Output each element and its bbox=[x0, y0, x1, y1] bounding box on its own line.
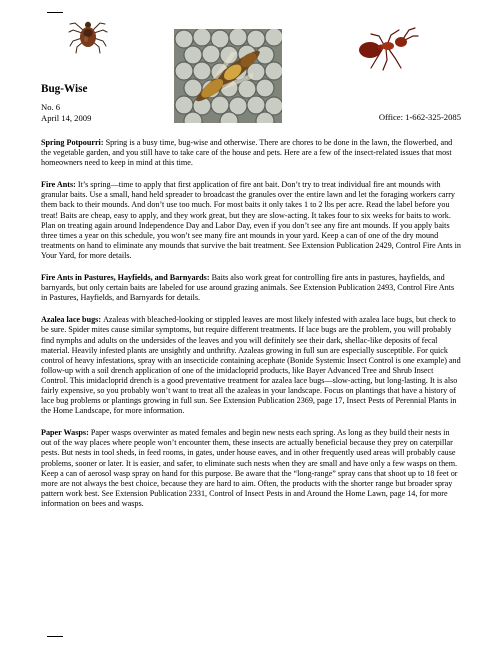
section-azalea-lace-bugs bbox=[41, 315, 461, 416]
section-fire-ants bbox=[41, 180, 461, 261]
section-heading: Paper Wasps: bbox=[41, 428, 91, 438]
newsletter-title: Bug-Wise bbox=[41, 83, 88, 95]
section-text: Paper wasps overwinter as mated females and begin new nests each spring. As long as they build their nests in out of the way places where people won’t encounter them, these insects are actually beneficial because they prey on caterpillar pests. But nests in tool sheds, in feed rooms, in gates, under house eaves, and in other frequently used areas will probably cause problems, sooner or later. It is easier, and safer, to eliminate such nests when they are small and have only a few wasps on them. Keep a can of aerosol wasp spray on hand for this purpose. Be aware that the “long-range” spray cans that shoot up to 18 feet or more are not always the best choice, because they are hard to aim. Often, the products with the shorter range but broader spray pattern work best. See Extension Publication 2331, Control of Insect Pests in and Around the Home Lawn, page 14, for more information on bees and wasps. bbox=[41, 428, 458, 508]
section-heading: Azalea lace bugs: bbox=[41, 315, 104, 325]
section-paper-wasps bbox=[41, 428, 461, 509]
section-text: Azaleas with bleached-looking or stippled leaves are most likely infested with azalea lace bugs, but check to be sure. Spider mites cause similar symptoms, but require different treatments. If lace bugs are the problem, you will probably find nymphs and adults on the undersides of the leaves and you will definitely see their dark, shellac-like deposits of fecal material. Heavily infested plants are unsightly and unthrifty. Azaleas growing in full sun are especially susceptible. For quick control of heavy infestations, spray with an insecticide containing acephate (Bonide Systemic Insect Control is one example) and follow-up with a soil drench application of one of the imidacloprid products, like Bayer Advanced Tree and Shrub Insect Control. This imidacloprid drench is a good preventative treatment for azalea lace bugs—slow-acting, but long-lasting. It is also fairly expensive, so you probably won’t want to treat all the azaleas in your landscape. Focus on plantings that have a history of lace bug problems or plantings growing in full sun. See Extension Publication 2369, page 17, Insect Pests of Perennial Plants in the Home Landscape, for more information. bbox=[41, 315, 461, 416]
section-heading: Spring Potpourri: bbox=[41, 138, 106, 147]
tick-icon bbox=[66, 14, 110, 58]
issue-info bbox=[41, 102, 91, 123]
crop-mark-top bbox=[47, 12, 63, 13]
section-fire-ants-pastures bbox=[41, 273, 461, 303]
fire-ant-icon bbox=[357, 24, 419, 74]
article-body bbox=[41, 138, 461, 521]
section-heading: Fire Ants in Pastures, Hayfields, and Barnyards: bbox=[41, 273, 212, 283]
section-spring-potpourri bbox=[41, 138, 461, 168]
section-heading: Fire Ants: bbox=[41, 180, 78, 190]
issue-number: No. 6 bbox=[41, 102, 61, 112]
wasp-nest-photo bbox=[174, 29, 282, 123]
section-text: Baits also work great for controlling fire ants in pastures, hayfields, and barnyards, but only certain baits are labeled for use around grazing animals. See Extension Publication 2493, Control Fire Ants in Pastures, Hayfields, and Barnyards for details. bbox=[41, 273, 455, 303]
crop-mark-bottom bbox=[47, 636, 63, 637]
office-phone: Office: 1-662-325-2085 bbox=[378, 112, 461, 122]
issue-date: April 14, 2009 bbox=[41, 112, 92, 123]
section-text: Spring is a busy time, bug-wise and otherwise. There are chores to be done in the lawn, the flowerbed, and the vegetable garden, and you still have to take care of the house and pets. Here are a few of the insect-related issues that most homeowners need to keep in mind at this time. bbox=[41, 138, 453, 168]
section-text: It’s spring—time to apply that first application of fire ant bait. Don’t try to treat individual fire ant mounds with granular baits. Use a small, hand held spreader to broadcast the granules over the entire lawn and let the foraging workers carry them back to their mounds. And don’t use too much. For most baits it only takes 1 to 2 lbs per acre. Read the label before you treat! Baits are cheap, easy to apply, and they work great, but they are slow-acting. It takes four to six weeks for baits to work. Plan on treating again around Independence Day and Labor Day, even if you don’t see any fire ant mounds. If you apply baits three times a year on this schedule, you won’t see many fire ant mounds in your yard. Keep a can of one of the dry mound treatments on hand to eliminate any mounds that survive the bait treatment. See Extension Publication 2429, Control Fire Ants in Your Yard, for more details. bbox=[41, 180, 461, 260]
